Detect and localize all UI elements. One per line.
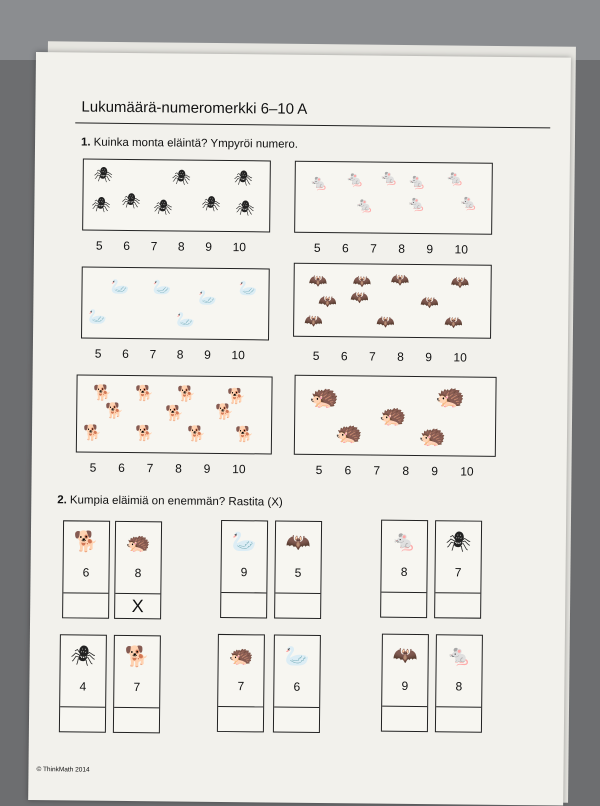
card-count: 4 (79, 679, 87, 694)
geese-box (81, 266, 270, 340)
bat-icon: 🦇 (352, 273, 372, 291)
spiders-box (82, 158, 271, 232)
card-count: 8 (400, 564, 408, 579)
goose-icon: 🦢 (88, 308, 108, 326)
card-count: 9 (401, 678, 409, 693)
number-option[interactable]: 7 (146, 461, 154, 476)
number-option[interactable]: 10 (231, 348, 245, 363)
spider-icon: 🕷 (93, 166, 113, 184)
mouse-icon: 🐁 (309, 174, 329, 193)
number-option[interactable]: 9 (204, 347, 211, 362)
check-box[interactable]: X (115, 593, 160, 618)
dachshund-icon: 🐕 (135, 385, 155, 403)
number-row-mice (314, 241, 468, 257)
dachshund-icon: 🐕 (165, 405, 184, 423)
spider-icon: 🕷 (233, 170, 253, 188)
dachshund-icon: 🐕 (215, 403, 235, 422)
card-count: 8 (455, 679, 463, 694)
task-2-number: 2. (57, 494, 67, 507)
dachshund-icon: 🐕 (234, 426, 254, 444)
dachshund-icon: 🐕 (177, 385, 197, 403)
bat-icon: 🦇 (318, 292, 338, 311)
check-box[interactable] (221, 592, 266, 617)
check-box[interactable] (381, 592, 426, 617)
mouse-icon: 🐁 (345, 171, 365, 189)
number-option[interactable]: 9 (431, 464, 439, 479)
number-option[interactable]: 6 (344, 463, 352, 478)
spider-icon: 🕷 (445, 531, 472, 554)
comparison-card (381, 634, 429, 732)
number-option[interactable]: 5 (313, 240, 321, 255)
number-option[interactable]: 6 (342, 241, 349, 256)
task-1-text: Kuinka monta eläintä? Ympyröi numero. (93, 136, 299, 151)
number-option[interactable]: 10 (453, 350, 467, 365)
task-2-text: Kumpia eläimiä on enemmän? Rastita (X) (69, 494, 283, 509)
worksheet-title: Lukumäärä-numeromerkki 6–10 A (81, 98, 308, 118)
number-option[interactable]: 7 (150, 239, 158, 254)
check-box[interactable] (436, 706, 481, 731)
worksheet-page (28, 52, 571, 806)
hedgehog-icon: 🦔 (418, 423, 447, 449)
bat-icon: 🦇 (390, 271, 410, 289)
bat-icon: 🦇 (285, 531, 311, 554)
check-box[interactable] (60, 706, 105, 731)
check-box[interactable] (275, 593, 320, 618)
hedgehogs-box (294, 375, 497, 457)
spider-icon: 🕷 (171, 169, 191, 187)
check-box[interactable] (63, 592, 108, 617)
card-count: 8 (134, 566, 142, 581)
goose-icon: 🦢 (238, 280, 258, 298)
hedgehog-icon: 🦔 (435, 383, 466, 411)
number-option[interactable]: 8 (175, 461, 182, 476)
card-count: 9 (240, 565, 248, 580)
bat-icon: 🦇 (450, 274, 470, 292)
task-1-instruction (81, 136, 298, 150)
hedgehog-icon: 🦔 (379, 402, 407, 428)
dachshund-icon: 🐕 (93, 384, 113, 402)
number-option[interactable]: 8 (176, 347, 184, 362)
card-count: 6 (293, 679, 301, 694)
comparison-card (113, 635, 161, 733)
number-option[interactable]: 6 (118, 460, 125, 475)
card-count: 7 (133, 680, 141, 695)
number-row-spiders (96, 239, 246, 255)
goose-icon: 🦢 (152, 279, 172, 297)
number-option[interactable]: 10 (460, 464, 474, 479)
dachshunds-box (76, 374, 273, 454)
number-option[interactable]: 5 (89, 460, 97, 475)
task-2-instruction (57, 494, 283, 508)
spider-icon: 🕷 (235, 200, 255, 218)
card-count: 6 (82, 565, 90, 580)
number-row-hedgehogs (316, 463, 474, 479)
mouse-icon: 🐁 (407, 173, 427, 192)
spider-icon: 🕷 (70, 645, 96, 668)
number-option[interactable]: 7 (149, 347, 157, 362)
comparison-card (217, 634, 265, 732)
mouse-icon: 🐁 (391, 530, 417, 554)
bat-icon: 🦇 (350, 289, 370, 307)
goose-icon: 🦢 (176, 311, 195, 329)
number-option[interactable]: 7 (373, 463, 381, 478)
dachshund-icon: 🐕 (227, 388, 247, 406)
number-option[interactable]: 8 (398, 241, 406, 256)
comparison-card (380, 520, 428, 618)
comparison-card (220, 520, 268, 618)
card-count: 7 (454, 565, 462, 580)
number-option[interactable]: 7 (370, 241, 377, 256)
number-option[interactable]: 6 (123, 238, 131, 253)
number-option[interactable]: 9 (425, 350, 433, 365)
number-option[interactable]: 5 (312, 348, 320, 363)
hedgehog-icon: 🦔 (228, 645, 254, 668)
number-option[interactable]: 6 (122, 346, 129, 361)
hedgehog-icon: 🦔 (125, 531, 151, 555)
comparison-card (273, 635, 321, 733)
check-box[interactable] (382, 706, 427, 731)
comparison-card (114, 521, 162, 619)
check-box[interactable] (435, 592, 480, 617)
goose-icon: 🦢 (284, 645, 310, 668)
comparison-card (62, 520, 110, 618)
check-box[interactable] (114, 707, 159, 732)
number-option[interactable]: 5 (94, 346, 102, 361)
spider-icon: 🕷 (201, 195, 221, 213)
bat-icon: 🦇 (420, 294, 440, 312)
bats-box (293, 263, 492, 339)
dachshund-icon: 🐕 (186, 425, 206, 443)
hedgehog-icon: 🦔 (309, 383, 340, 412)
spider-icon: 🕷 (153, 199, 173, 217)
comparison-card (434, 520, 482, 618)
number-row-dachshunds (90, 461, 246, 477)
dachshund-icon: 🐕 (82, 424, 102, 442)
goose-icon: 🦢 (110, 278, 130, 296)
mouse-icon: 🐁 (407, 195, 427, 214)
mouse-icon: 🐁 (459, 194, 479, 212)
spider-icon: 🕷 (121, 192, 141, 211)
dachshund-icon: 🐕 (105, 402, 125, 420)
number-option[interactable]: 8 (397, 349, 404, 364)
spider-icon: 🕷 (91, 196, 111, 214)
number-option[interactable]: 7 (369, 349, 376, 364)
dachshund-icon: 🐕 (124, 645, 150, 669)
card-count: 7 (237, 679, 245, 694)
number-option[interactable]: 8 (177, 239, 185, 254)
task-1-number: 1. (80, 136, 91, 149)
number-option[interactable]: 9 (203, 461, 211, 476)
dachshund-icon: 🐕 (73, 531, 99, 554)
number-option[interactable]: 6 (340, 349, 348, 364)
bat-icon: 🦇 (444, 314, 463, 332)
mouse-icon: 🐁 (445, 170, 465, 188)
number-option[interactable]: 9 (205, 239, 213, 254)
number-row-bats (313, 349, 467, 365)
mice-box (294, 161, 493, 235)
dachshund-icon: 🐕 (134, 425, 154, 443)
mouse-icon: 🐁 (355, 197, 375, 215)
number-option[interactable]: 8 (402, 463, 410, 478)
bat-icon: 🦇 (308, 272, 328, 291)
bat-icon: 🦇 (304, 312, 323, 331)
bat-icon: 🦇 (376, 313, 395, 331)
comparison-card (435, 634, 483, 732)
number-option[interactable]: 10 (232, 240, 247, 255)
card-count: 5 (294, 565, 302, 580)
goose-icon: 🦢 (198, 289, 218, 307)
bat-icon: 🦇 (392, 644, 418, 668)
hedgehog-icon: 🦔 (334, 420, 363, 446)
number-option[interactable]: 5 (315, 462, 323, 478)
number-row-geese (95, 347, 245, 363)
check-box[interactable] (274, 707, 319, 732)
comparison-card (59, 634, 107, 732)
mouse-icon: 🐁 (446, 645, 472, 668)
copyright-footer: © ThinkMath 2014 (36, 766, 90, 774)
number-option[interactable]: 10 (454, 242, 469, 257)
number-option[interactable]: 9 (426, 242, 434, 257)
number-option[interactable]: 10 (232, 462, 246, 477)
number-option[interactable]: 5 (95, 238, 103, 253)
mouse-icon: 🐁 (379, 169, 399, 187)
title-rule (75, 122, 550, 128)
comparison-card (274, 521, 322, 619)
check-box[interactable] (218, 706, 263, 731)
goose-icon: 🦢 (231, 531, 257, 554)
